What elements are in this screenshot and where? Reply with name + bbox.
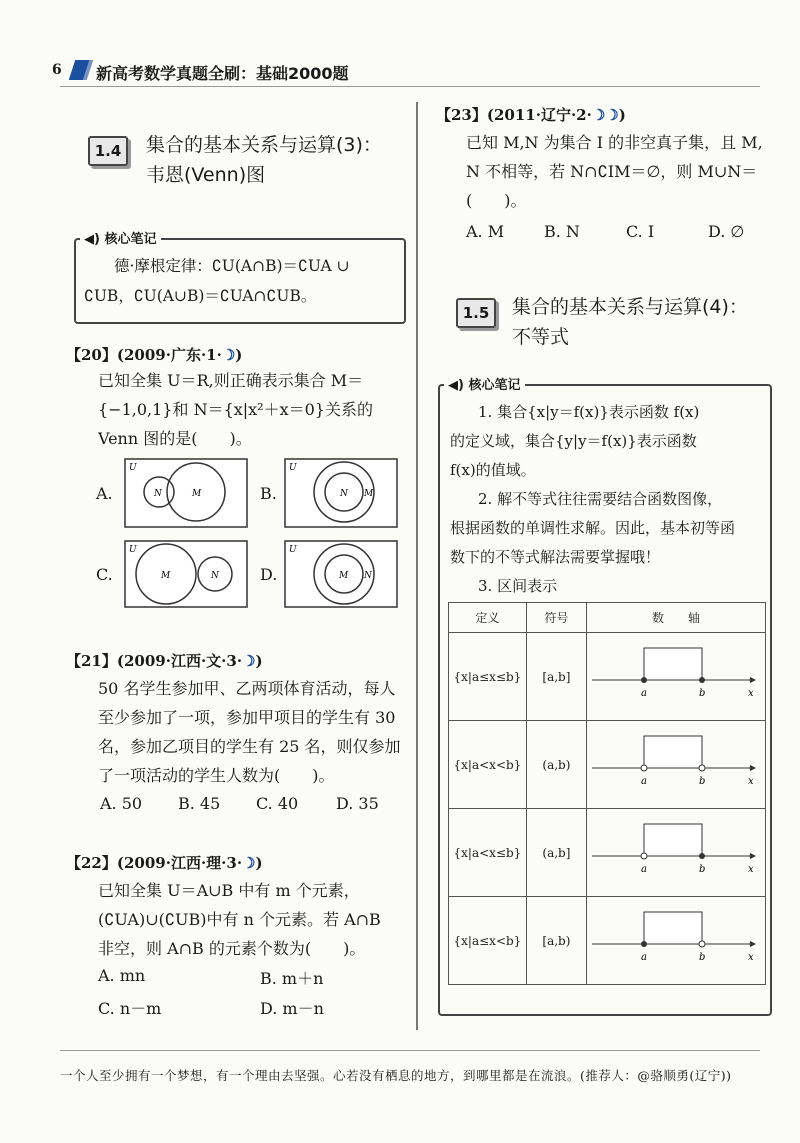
question-line: 至少参加了一项，参加甲项目的学生有 30 xyxy=(98,708,396,727)
question-line: 50 名学生参加甲、乙两项体育活动，每人 xyxy=(98,679,396,698)
section-title-line: 韦恩(Venn)图 xyxy=(146,164,266,186)
axis-label-x: x xyxy=(748,776,754,787)
question-text-20 xyxy=(98,366,373,453)
axis-arrow-icon xyxy=(750,853,756,859)
core-note-label-text: 核心笔记 xyxy=(468,378,521,393)
question-tag-23: 【23】(2011·辽宁·2·☽☽) xyxy=(436,106,626,124)
axis-label-b: b xyxy=(699,864,706,875)
section-title-line: 集合的基本关系与运算(3)： xyxy=(146,134,382,156)
option-b: B. m＋n xyxy=(260,969,324,988)
axis-label-a: a xyxy=(641,864,647,875)
venn-label-n: N xyxy=(154,489,162,499)
footer-quote: 一个人至少拥有一个梦想，有一个理由去坚强。心若没有栖息的地方，到哪里都是在流浪。(推荐人：@骆顺勇(辽宁)) xyxy=(60,1068,732,1083)
axis-label-b: b xyxy=(699,688,706,699)
column-divider xyxy=(416,102,418,1030)
option-a: A. mn xyxy=(98,966,146,985)
axis-cell xyxy=(587,897,766,985)
endpoint-a-closed xyxy=(641,677,647,683)
question-text-22 xyxy=(98,876,381,963)
note-line: 根据函数的单调性求解。因此，基本初等函 xyxy=(450,519,736,537)
venn-label-n: N xyxy=(211,571,219,581)
venn-label-m: M xyxy=(364,489,374,499)
endpoint-a-closed xyxy=(641,941,647,947)
option-b: B. 45 xyxy=(178,794,221,813)
difficulty-moon-icon: ☽☽ xyxy=(591,106,619,124)
core-note-label-text: 核心笔记 xyxy=(104,232,157,247)
number-line-open xyxy=(588,728,764,798)
difficulty-moon-icon: ☽ xyxy=(242,854,256,872)
speaker-icon: ◀) xyxy=(448,378,464,393)
question-tag-text: 【20】(2009·广东·1· xyxy=(66,346,222,364)
section-number-1-4: 1.4 xyxy=(88,136,128,166)
book-title: 新高考数学真题全刷：基础2000题 xyxy=(96,64,349,83)
interval-table xyxy=(448,602,766,985)
section-number-1-5: 1.5 xyxy=(456,298,496,328)
endpoint-b-open xyxy=(699,941,705,947)
interval-box xyxy=(644,912,702,944)
interval-box xyxy=(644,824,702,856)
table-header-sym: 符号 xyxy=(526,603,586,633)
core-note-box xyxy=(74,238,406,324)
table-row xyxy=(449,721,766,809)
venn-diagram-c xyxy=(124,540,248,608)
endpoint-a-open xyxy=(641,853,647,859)
footer-rule xyxy=(60,1050,760,1051)
axis-arrow-icon xyxy=(750,677,756,683)
venn-label-m: M xyxy=(339,571,349,581)
axis-arrow-icon xyxy=(750,941,756,947)
question-tag-text: 【23】(2011·辽宁·2· xyxy=(436,106,592,124)
venn-label-u: U xyxy=(129,545,137,555)
number-line-right-open xyxy=(588,904,764,974)
axis-arrow-icon xyxy=(750,765,756,771)
option-d: D. m－n xyxy=(260,999,324,1018)
speaker-icon: ◀) xyxy=(84,232,100,247)
question-line: 已知 M,N 为集合 I 的非空真子集，且 M, xyxy=(466,133,763,152)
interval-sym: [a,b] xyxy=(526,633,586,721)
question-line: 已知全集 U＝A∪B 中有 m 个元素， xyxy=(98,881,360,900)
section-title-1-5 xyxy=(512,292,748,352)
note-line: 2. 解不等式往往需要结合函数图像， xyxy=(478,490,723,508)
question-line: 名，参加乙项目的学生有 25 名，则仅参加 xyxy=(98,737,401,756)
option-label-a: A. xyxy=(96,484,113,503)
venn-label-u: U xyxy=(129,463,137,473)
question-line: {−1,0,1}和 N＝{x|x²＋x＝0}关系的 xyxy=(98,400,373,419)
axis-cell xyxy=(587,721,766,809)
venn-diagram-b xyxy=(284,458,398,528)
table-header-axis: 数 轴 xyxy=(587,603,766,633)
option-label-d: D. xyxy=(260,565,278,584)
table-row xyxy=(449,809,766,897)
endpoint-b-open xyxy=(699,765,705,771)
axis-label-a: a xyxy=(641,688,647,699)
question-line: Venn 图的是( )。 xyxy=(98,429,252,448)
option-c: C. I xyxy=(626,222,655,241)
option-a: A. 50 xyxy=(100,794,143,813)
interval-box xyxy=(644,736,702,768)
interval-sym: (a,b) xyxy=(526,721,586,809)
note-paragraph-1 xyxy=(450,398,735,601)
question-line: 了一项活动的学生人数为( )。 xyxy=(98,766,335,785)
venn-label-n: N xyxy=(364,571,372,581)
interval-def: {x|a<x<b} xyxy=(449,721,527,809)
question-line: ( )。 xyxy=(466,191,527,210)
question-tag-text: 【21】(2009·江西·文·3· xyxy=(66,652,243,670)
endpoint-b-closed xyxy=(699,677,705,683)
option-d: D. 35 xyxy=(336,794,379,813)
axis-label-x: x xyxy=(748,952,754,963)
section-title-line: 不等式 xyxy=(512,326,570,348)
header-rule xyxy=(60,86,760,87)
venn-diagram-d xyxy=(284,540,398,608)
endpoint-b-closed xyxy=(699,853,705,859)
venn-label-n: N xyxy=(340,489,348,499)
venn-label-u: U xyxy=(289,463,297,473)
question-line: (∁UA)∪(∁UB)中有 n 个元素。若 A∩B xyxy=(98,910,381,929)
note-line: 德·摩根定律：∁U(A∩B)＝∁UA ∪ xyxy=(114,257,350,275)
number-line-closed xyxy=(588,640,764,710)
interval-sym: [a,b) xyxy=(526,897,586,985)
option-d: D. ∅ xyxy=(708,222,745,241)
table-row xyxy=(449,633,766,721)
axis-label-b: b xyxy=(699,952,706,963)
interval-box xyxy=(644,648,702,680)
question-line: 非空，则 A∩B 的元素个数为( )。 xyxy=(98,939,366,958)
interval-def: {x|a≤x<b} xyxy=(449,897,527,985)
axis-label-a: a xyxy=(641,952,647,963)
interval-def: {x|a<x≤b} xyxy=(449,809,527,897)
option-label-c: C. xyxy=(96,565,113,584)
note-line: 1. 集合{x|y＝f(x)}表示函数 f(x) xyxy=(478,403,700,421)
axis-cell xyxy=(587,809,766,897)
interval-def: {x|a≤x≤b} xyxy=(449,633,527,721)
venn-label-m: M xyxy=(192,489,202,499)
question-tag-21: 【21】(2009·江西·文·3·☽) xyxy=(66,652,263,670)
difficulty-moon-icon: ☽ xyxy=(242,652,256,670)
option-b: B. N xyxy=(544,222,580,241)
note-line: 的定义域，集合{y|y＝f(x)}表示函数 xyxy=(450,432,697,450)
question-tag-22: 【22】(2009·江西·理·3·☽) xyxy=(66,854,263,872)
question-tag-text: 【22】(2009·江西·理·3· xyxy=(66,854,243,872)
venn-label-m: M xyxy=(161,571,171,581)
note-line: ∁UB，∁U(A∪B)＝∁UA∩∁UB。 xyxy=(84,287,317,305)
page-number: 6 xyxy=(52,62,62,78)
section-title-1-4 xyxy=(146,130,382,190)
table-row xyxy=(449,897,766,985)
table-header-def: 定义 xyxy=(449,603,527,633)
core-note-label xyxy=(80,228,161,247)
option-c: C. 40 xyxy=(256,794,299,813)
question-line: 已知全集 U＝R,则正确表示集合 M＝ xyxy=(98,371,364,390)
interval-sym: (a,b] xyxy=(526,809,586,897)
option-a: A. M xyxy=(466,222,505,241)
note-line: 3. 区间表示 xyxy=(478,577,558,595)
axis-label-x: x xyxy=(748,688,754,699)
number-line-left-open xyxy=(588,816,764,886)
axis-cell xyxy=(587,633,766,721)
table-header-row xyxy=(449,603,766,633)
option-c: C. n－m xyxy=(98,999,162,1018)
note-line: f(x)的值域。 xyxy=(450,461,536,479)
option-label-b: B. xyxy=(260,484,277,503)
difficulty-moon-icon: ☽ xyxy=(221,346,236,364)
endpoint-a-open xyxy=(641,765,647,771)
axis-label-b: b xyxy=(699,776,706,787)
core-note-label xyxy=(444,374,525,393)
venn-diagram-a xyxy=(124,458,248,528)
note-line: 数下的不等式解法需要掌握哦！ xyxy=(450,548,661,566)
question-tag-20: 【20】(2009·广东·1·☽) xyxy=(66,346,243,364)
question-text-21 xyxy=(98,674,401,790)
venn-label-u: U xyxy=(289,545,297,555)
axis-label-a: a xyxy=(641,776,647,787)
section-title-line: 集合的基本关系与运算(4)： xyxy=(512,296,748,318)
question-line: N 不相等，若 N∩∁IM＝∅，则 M∪N＝ xyxy=(466,162,758,181)
axis-label-x: x xyxy=(748,864,754,875)
question-text-23 xyxy=(466,128,763,215)
